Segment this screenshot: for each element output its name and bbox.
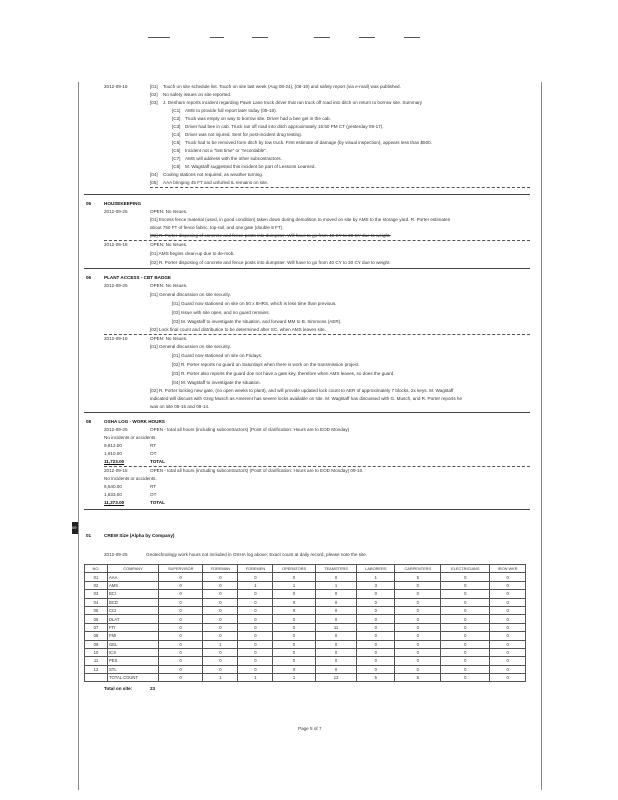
table-cell: 0 <box>490 606 526 614</box>
entry-note: No incidents or accidents. <box>104 435 157 440</box>
hours-total-value: 11,723.00 <box>104 459 125 464</box>
table-cell: 0 <box>357 648 395 656</box>
sub-item-text: Driver had bee in cab. Truck ran off road into ditch approximately 15:50 PM CT (yesterday 09-17). <box>185 124 384 129</box>
row-divider <box>150 187 530 188</box>
table-cell: 0 <box>441 581 490 589</box>
hours-total-label: TOTAL <box>150 459 165 464</box>
section-divider <box>84 194 530 195</box>
table-cell: 0 <box>490 674 526 682</box>
section-title: PLANT ACCESS - CBT BADGE <box>104 275 171 280</box>
table-cell: 0 <box>238 640 273 648</box>
section-number: 06 <box>86 275 92 280</box>
hours-label: OT <box>150 451 157 456</box>
table-cell: 0 <box>159 665 203 673</box>
table-cell: 0 <box>441 590 490 598</box>
table-cell: 0 <box>441 665 490 673</box>
entry-line: [02] Lock final count and distribution to be determined after SC, when AMS leaves site. <box>150 327 326 332</box>
header-dash <box>359 37 375 38</box>
entry-status: OPEN - total all hours (including subcontractors) (Point of clarification: Hours are to EOD Monday) 09-10. <box>150 468 364 473</box>
item-text: No safety issues on site reported. <box>163 92 232 97</box>
sub-item-no: [C8] <box>172 164 181 169</box>
table-cell: 06 <box>85 615 108 623</box>
entry-line: [02] R. Porter disposing of concrete and fence posts into dumpster. Will have to go from 40 CY to 30 CY due to weight. <box>150 260 391 265</box>
section-title: CREW Size (Alpha by Company) <box>104 533 175 538</box>
table-cell: GEL <box>108 640 159 648</box>
column-header: CARPENTERS <box>395 565 441 573</box>
table-cell: 0 <box>273 640 315 648</box>
sub-item: [04] M. Wagstaff to investigate the situation. <box>172 380 261 385</box>
section-number: 01 <box>86 533 92 538</box>
table-row <box>85 657 526 665</box>
table-cell: 0 <box>159 573 203 581</box>
sub-item-no: [C4] <box>172 132 181 137</box>
table-cell: 0 <box>490 581 526 589</box>
section-number: 08 <box>86 419 92 424</box>
sub-item-text: Driver was not injured. Sent for post-incident drug testing. <box>185 132 302 137</box>
entry-status: OPEN: No Issues. <box>150 336 188 341</box>
page-number: Page 5 of 7 <box>298 726 322 731</box>
item-no: [03] <box>150 100 158 105</box>
sub-item-no: [C5] <box>172 140 181 145</box>
table-total-row <box>85 674 526 682</box>
section-divider <box>84 509 530 510</box>
column-header: SUPERVISOR <box>159 565 203 573</box>
table-row <box>85 590 526 598</box>
table-cell: FMI <box>108 632 159 640</box>
table-cell: 0 <box>441 648 490 656</box>
table-cell: 5 <box>395 573 441 581</box>
hours-total-value: 11,373.00 <box>104 500 125 505</box>
table-row <box>85 632 526 640</box>
table-cell: 0 <box>490 598 526 606</box>
table-cell: 0 <box>490 623 526 631</box>
table-cell: 01 <box>85 573 108 581</box>
table-cell: 10 <box>85 648 108 656</box>
table-cell: 05 <box>85 606 108 614</box>
table-cell: 0 <box>238 665 273 673</box>
table-cell: 0 <box>273 665 315 673</box>
table-cell: 0 <box>159 581 203 589</box>
table-cell: 12 <box>315 674 357 682</box>
hours-value: 1,910.00 <box>104 451 122 456</box>
table-cell: 0 <box>395 615 441 623</box>
entry-date: 2012-09-18 <box>104 468 128 473</box>
table-cell: FTI <box>108 623 159 631</box>
hours-value: 1,833.00 <box>104 492 122 497</box>
table-cell: 0 <box>395 657 441 665</box>
table-cell: 0 <box>357 665 395 673</box>
entry-line: was on site 09-15 and 09-14. <box>150 404 210 409</box>
item-no: [02] <box>150 92 158 97</box>
table-cell: 0 <box>203 573 238 581</box>
item-no: [04] <box>150 172 158 177</box>
table-cell: 0 <box>490 657 526 665</box>
column-header: IRON WKR <box>490 565 526 573</box>
entry-date: 2012-09-25 <box>104 427 128 432</box>
table-cell <box>85 674 108 682</box>
hours-total-label: TOTAL <box>150 500 165 505</box>
table-cell: 0 <box>159 632 203 640</box>
table-cell: 0 <box>238 590 273 598</box>
sub-item-no: [C7] <box>172 156 181 161</box>
table-cell: BCD <box>108 598 159 606</box>
column-header: OPERATORS <box>273 565 315 573</box>
table-cell: CCI <box>108 606 159 614</box>
table-cell: 0 <box>490 640 526 648</box>
table-cell: 0 <box>441 598 490 606</box>
entry-status: OPEN: No Issues. <box>150 209 188 214</box>
table-cell: 0 <box>159 623 203 631</box>
table-cell: 0 <box>315 640 357 648</box>
table-cell: 0 <box>315 598 357 606</box>
table-cell: 0 <box>159 590 203 598</box>
table-cell: 0 <box>357 590 395 598</box>
table-cell: 0 <box>159 598 203 606</box>
table-cell: 0 <box>315 615 357 623</box>
table-row <box>85 598 526 606</box>
table-cell: 0 <box>315 657 357 665</box>
entry-line: about 750 FT of fence fabric, top-rail, and one gate (double 8 FT). <box>150 225 284 230</box>
entry-line: [02] R. Porter disposing of concrete and fence posts into dumpster. Will have to go from 40 CY to 30 CY due to weight. <box>150 233 391 238</box>
table-cell: 5 <box>395 674 441 682</box>
sub-item: [03] M. Wagstaff to investigate the situation, and forward MM to B. Simmons (AER). <box>172 319 342 324</box>
table-cell: 0 <box>238 632 273 640</box>
table-cell: 03 <box>85 590 108 598</box>
table-cell: 0 <box>238 648 273 656</box>
crew-size-table <box>84 564 526 682</box>
table-row <box>85 606 526 614</box>
column-header: NO. <box>85 565 108 573</box>
column-header: FOREMAN <box>203 565 238 573</box>
item-text: J. Denham reports incident regarding Pawn Lane truck driver that ran truck off road into ditch on return to borrow site. Summary <box>163 100 423 105</box>
entry-date: 2012-09-25 <box>104 209 128 214</box>
table-cell: 0 <box>441 657 490 665</box>
section-title: OSHA LOG - WORK HOURS <box>104 419 165 424</box>
sub-item-text: AMS will address with the other subcontractors. <box>185 156 282 161</box>
table-cell: 0 <box>238 598 273 606</box>
table-cell: 0 <box>315 632 357 640</box>
table-cell: 0 <box>238 606 273 614</box>
entry-line: [01] AMS begins clean-up due to de-mob. <box>150 251 235 256</box>
total-on-site-label: Total on site: <box>104 686 133 691</box>
table-cell: 0 <box>357 615 395 623</box>
table-cell: 0 <box>203 632 238 640</box>
table-cell: 0 <box>395 648 441 656</box>
item-text: Touch on site schedule list. Touch on site last week (Aug 08-24), (08-19) and safety report (via e-mail) was published. <box>163 84 401 89</box>
table-cell: 0 <box>203 590 238 598</box>
sub-item-text: M. Wagstaff suggested this incident be part of Lessons Learned. <box>185 164 316 169</box>
table-cell: 1 <box>203 640 238 648</box>
table-cell: 0 <box>203 598 238 606</box>
hours-label: RT <box>150 484 157 489</box>
table-cell: 0 <box>357 640 395 648</box>
table-cell: 0 <box>441 674 490 682</box>
hours-value: 9,540.00 <box>104 484 122 489</box>
table-row <box>85 573 526 581</box>
entry-line: [02] R. Porter locking new gate, (no open weeks to plant), and will provide updated lock count to AER of approximately 7 blocks, 2x keys. M. Wagstaff <box>150 388 454 393</box>
table-cell: 0 <box>159 657 203 665</box>
table-cell: 0 <box>357 657 395 665</box>
table-cell: 0 <box>357 623 395 631</box>
entry-status: OPEN - total all hours (including subcontractors) (Point of clarification: Hours are to EOD Monday) <box>150 427 350 432</box>
table-cell: 0 <box>395 623 441 631</box>
table-cell: 0 <box>315 573 357 581</box>
sub-item: [03] R. Porter also reports the guard doe not have a gate key, therefore when AMS leaves, so does the guard. <box>172 371 395 376</box>
total-on-site-value: 23 <box>150 686 156 691</box>
header-dash <box>252 37 268 38</box>
table-cell: 0 <box>395 590 441 598</box>
hours-value: 9,812.00 <box>104 443 122 448</box>
table-cell: 0 <box>395 640 441 648</box>
table-cell: 0 <box>238 623 273 631</box>
table-cell: 0 <box>490 632 526 640</box>
table-cell: 0 <box>159 648 203 656</box>
header-dash <box>404 37 420 38</box>
column-header: ELECTRICIANS <box>441 565 490 573</box>
table-cell: 08 <box>85 632 108 640</box>
table-cell: 0 <box>441 606 490 614</box>
section-number: 05 <box>86 201 92 206</box>
sub-item-text: Incident not a "lost time" or "recordable". <box>185 148 268 153</box>
table-cell: 0 <box>273 615 315 623</box>
table-cell: 0 <box>490 615 526 623</box>
table-cell: 0 <box>159 615 203 623</box>
entry-status: OPEN: No Issues. <box>150 283 188 288</box>
section-divider <box>84 412 530 413</box>
table-cell: 0 <box>490 648 526 656</box>
table-cell: 0 <box>441 632 490 640</box>
table-cell: 0 <box>273 606 315 614</box>
sub-item-text: Truck was empty on way to borrow site. Driver had a bee get in the cab. <box>185 116 331 121</box>
item-no: [01] <box>150 84 158 89</box>
table-cell: 0 <box>273 598 315 606</box>
table-row <box>85 640 526 648</box>
table-cell: 11 <box>315 623 357 631</box>
table-cell: 1 <box>273 581 315 589</box>
entry-date: 2012-09-25 <box>104 283 128 288</box>
table-cell: 0 <box>159 640 203 648</box>
table-cell: 0 <box>238 615 273 623</box>
table-cell: 11 <box>85 657 108 665</box>
table-cell: 5 <box>357 674 395 682</box>
table-cell: 12 <box>85 665 108 673</box>
entry-line: [01] General discussion on site security. <box>150 344 231 349</box>
entry-date: 2012-09-18 <box>104 242 128 247</box>
table-cell: DLAT <box>108 615 159 623</box>
entry-date: 2012-09-18 <box>104 84 128 89</box>
table-cell: 07 <box>85 623 108 631</box>
table-cell: 09 <box>85 640 108 648</box>
table-cell: 0 <box>273 657 315 665</box>
table-cell: 0 <box>273 573 315 581</box>
table-cell: 1 <box>203 674 238 682</box>
table-cell: 0 <box>273 632 315 640</box>
table-row <box>85 623 526 631</box>
table-row <box>85 615 526 623</box>
table-cell: 0 <box>395 581 441 589</box>
table-cell: 0 <box>315 665 357 673</box>
table-cell: 0 <box>441 615 490 623</box>
table-cell: TOTAL COUNT <box>108 674 159 682</box>
hours-label: RT <box>150 443 157 448</box>
sub-item-no: [C2] <box>172 116 181 121</box>
table-cell: 0 <box>159 606 203 614</box>
table-cell: STL <box>108 665 159 673</box>
header-dash <box>314 37 330 38</box>
table-row <box>85 665 526 673</box>
header-dash <box>210 37 224 38</box>
table-cell: 0 <box>441 623 490 631</box>
column-header: LABORERS <box>357 565 395 573</box>
table-cell: 0 <box>395 632 441 640</box>
table-cell: 0 <box>273 623 315 631</box>
table-cell: 02 <box>85 581 108 589</box>
entry-note: No incidents or accidents. <box>104 476 157 481</box>
table-cell: 04 <box>85 598 108 606</box>
entry-date: 2012-09-25 <box>104 552 128 557</box>
item-text: Cooling stations not required, as weather turning. <box>163 172 264 177</box>
row-divider <box>104 240 530 241</box>
sub-item-no: [C6] <box>172 148 181 153</box>
table-cell: 0 <box>395 598 441 606</box>
table-cell: 0 <box>315 648 357 656</box>
table-cell: 0 <box>490 590 526 598</box>
column-header: TEAMSTERS <box>315 565 357 573</box>
table-cell: 0 <box>203 623 238 631</box>
table-cell: 1 <box>315 581 357 589</box>
table-cell: AAA <box>108 573 159 581</box>
table-cell: 0 <box>159 674 203 682</box>
sub-item: [01] Guard now stationed on site on 50 x 8HRS, which is less time than previous. <box>172 301 337 306</box>
entry-date: 2012-09-18 <box>104 336 128 341</box>
table-cell: PES <box>108 657 159 665</box>
header-dash <box>148 37 170 38</box>
table-cell: 0 <box>203 606 238 614</box>
column-header: FOREMEN <box>238 565 273 573</box>
table-cell: BCI <box>108 590 159 598</box>
table-cell: ICS <box>108 648 159 656</box>
table-cell: 0 <box>357 606 395 614</box>
table-row <box>85 581 526 589</box>
table-cell: 0 <box>203 615 238 623</box>
table-cell: 0 <box>203 665 238 673</box>
table-cell: 1 <box>273 674 315 682</box>
entry-line: [01] General discussion on site security. <box>150 292 231 297</box>
sub-item-no: [C3] <box>172 124 181 129</box>
table-cell: 0 <box>490 573 526 581</box>
section-divider <box>84 268 530 269</box>
hours-label: OT <box>150 492 157 497</box>
entry-line: indicated will discuss with Greg Musch as AmerenI has severe locks available on site. M. Wagstaff has discussed with G. Musch, and R. Porter reports he <box>150 396 462 401</box>
table-cell: 0 <box>441 573 490 581</box>
column-header: COMPANY <box>108 565 159 573</box>
table-cell: 0 <box>357 632 395 640</box>
table-cell: 1 <box>238 674 273 682</box>
table-cell: 0 <box>203 657 238 665</box>
table-cell: 0 <box>203 581 238 589</box>
table-cell: 0 <box>238 573 273 581</box>
table-cell: 0 <box>238 657 273 665</box>
sub-item: [02] Issue with site open, and no guard remains. <box>172 310 270 315</box>
table-cell: 0 <box>395 606 441 614</box>
table-cell: 0 <box>273 590 315 598</box>
table-cell: 1 <box>238 581 273 589</box>
table-row <box>85 648 526 656</box>
item-no: [05] <box>150 180 158 185</box>
table-cell: 0 <box>357 598 395 606</box>
item-text: AAA bringing 45 FT and unfurled IL remains on site. <box>163 180 269 185</box>
section-marker-label: 09 <box>72 525 77 530</box>
table-cell: 3 <box>357 581 395 589</box>
row-divider <box>104 334 530 335</box>
table-cell: 1 <box>357 573 395 581</box>
sub-item-text: Truck had to be removed form ditch by tow truck. First estimate of damage (by visual inspection), appears less than $500. <box>185 140 432 145</box>
table-cell: AMS <box>108 581 159 589</box>
row-divider <box>104 466 530 467</box>
sub-item-no: [C1] <box>172 108 181 113</box>
table-cell: 0 <box>395 665 441 673</box>
table-cell: 0 <box>490 665 526 673</box>
entry-note: Geotechnology work hours not included in OSHA log above; Exact count at daily record, please note the site. <box>146 552 368 557</box>
table-cell: 0 <box>203 648 238 656</box>
table-header-row <box>85 565 526 573</box>
sub-item-text: AMS to provide full report later today (09-18). <box>185 108 277 113</box>
table-cell: 0 <box>315 590 357 598</box>
entry-line: [01] Excess fence material (used, in good condition) taken down during demolition to moved on site by AMS to the storage yard. R. Porter estimates <box>150 217 451 222</box>
sub-item: [01] Guard now stationed on site on Fridays. <box>172 353 263 358</box>
table-cell: 0 <box>315 606 357 614</box>
entry-status: OPEN: No Issues. <box>150 242 188 247</box>
section-title: HOUSEKEEPING <box>104 201 142 206</box>
table-cell: 0 <box>441 640 490 648</box>
sub-item: [02] R. Porter reports no guard on Saturdays when there is work on the transmission project. <box>172 362 360 367</box>
table-cell: 0 <box>273 648 315 656</box>
